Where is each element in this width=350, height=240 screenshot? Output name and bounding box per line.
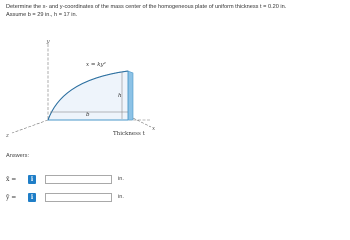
problem-line-1: Determine the x- and y-coordinates of the mass center of the homogeneous plate of uniform thickness t = 0.20 in. [6, 4, 287, 10]
y-bar-input[interactable] [45, 193, 112, 202]
curve-equation: x = ky² [86, 62, 106, 68]
x-axis [133, 118, 151, 127]
z-axis [12, 120, 48, 133]
x-bar-input[interactable] [45, 175, 112, 184]
thickness-label: Thickness t [113, 131, 145, 137]
answer-row-y [6, 190, 124, 204]
x-bar-unit: in. [118, 176, 124, 182]
y-bar-label: ȳ = [6, 193, 17, 201]
answer-row-x [6, 172, 124, 186]
plate-thickness-edge [128, 71, 133, 120]
h-dimension-label: h [118, 93, 122, 99]
info-icon[interactable]: i [28, 193, 36, 202]
y-axis-label: y [46, 39, 50, 45]
problem-line-2: Assume b = 29 in., h = 17 in. [6, 11, 78, 18]
x-axis-label: x [152, 126, 156, 132]
x-bar-label: x̄ = [6, 175, 17, 183]
y-bar-unit: in. [118, 194, 124, 200]
z-axis-label: z [6, 133, 9, 139]
answers-heading: Answers: [6, 153, 30, 159]
b-dimension-label: b [86, 112, 90, 118]
info-icon[interactable]: i [28, 175, 36, 184]
